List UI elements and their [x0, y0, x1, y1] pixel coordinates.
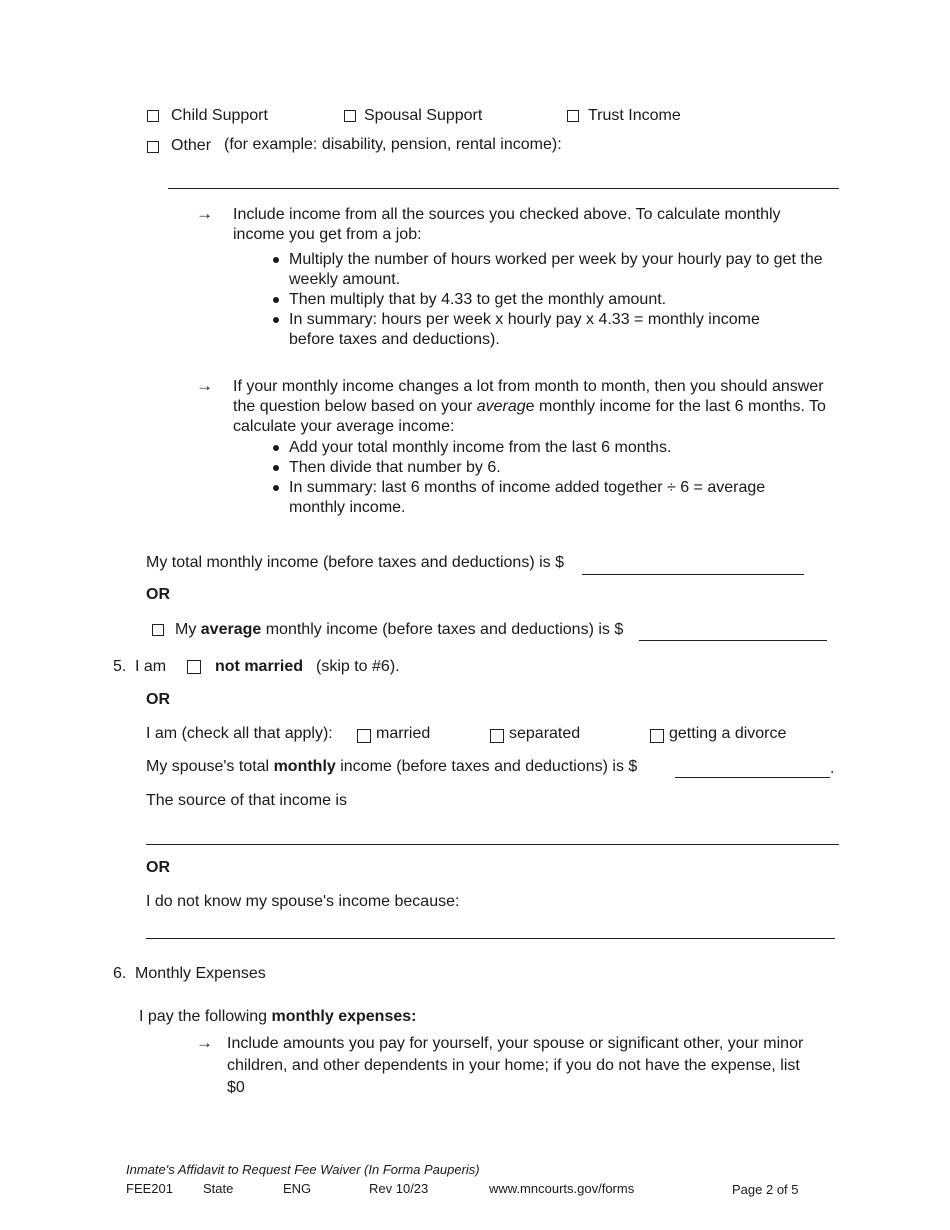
bullet-icon: [273, 445, 279, 451]
or-label: OR: [146, 859, 170, 876]
i-am-label: I am: [135, 658, 167, 675]
spousal-support-checkbox[interactable]: [344, 110, 356, 122]
average-bullet: Add your total monthly income from the last 6 months.: [289, 439, 672, 456]
separated-label: separated: [509, 725, 581, 742]
footer-form-code: FEE201: [126, 1181, 173, 1196]
other-income-checkbox[interactable]: [147, 141, 159, 153]
section-5-number: 5.: [113, 658, 127, 675]
footer-state: State: [203, 1181, 234, 1196]
footer-title: Inmate's Affidavit to Request Fee Waiver (In Forma Pauperis): [126, 1162, 480, 1177]
other-income-hint: (for example: disability, pension, rental income):: [224, 136, 562, 153]
bullet-icon: [273, 317, 279, 323]
income-source-label: The source of that income is: [146, 792, 347, 809]
trust-income-label: Trust Income: [588, 107, 681, 124]
average-income-checkbox[interactable]: [152, 624, 164, 636]
spousal-support-label: Spousal Support: [364, 107, 483, 124]
footer-url[interactable]: www.mncourts.gov/forms: [489, 1181, 635, 1196]
not-married-label: not married: [215, 658, 304, 675]
divorce-checkbox[interactable]: [650, 729, 664, 743]
spouse-income-label: My spouse's total monthly income (before taxes and deductions) is $: [146, 758, 638, 775]
unknown-income-label: I do not know my spouse's income because:: [146, 893, 460, 910]
child-support-label: Child Support: [171, 107, 268, 124]
section-6-title: Monthly Expenses: [135, 965, 266, 982]
expenses-note: Include amounts you pay for yourself, your spouse or significant other, your minor children, and other dependents in your home; if you do not have the expense, list $0: [227, 1035, 804, 1096]
average-income-label: My average monthly income (before taxes and deductions) is $: [175, 621, 624, 638]
married-label: married: [376, 725, 431, 742]
or-label: OR: [146, 691, 170, 708]
not-married-checkbox[interactable]: [187, 660, 201, 674]
other-income-field[interactable]: [168, 188, 839, 189]
average-bullet: Then divide that number by 6.: [289, 459, 501, 476]
child-support-checkbox[interactable]: [147, 110, 159, 122]
job-bullet: Multiply the number of hours worked per week by your hourly pay to get the weekly amount.: [289, 251, 823, 288]
period: .: [830, 760, 835, 777]
married-checkbox[interactable]: [357, 729, 371, 743]
footer-revision: Rev 10/23: [369, 1181, 429, 1196]
income-source-field[interactable]: [146, 844, 839, 845]
job-bullet: Then multiply that by 4.33 to get the monthly amount.: [289, 291, 667, 308]
footer-page-number: Page 2 of 5: [732, 1182, 799, 1197]
check-all-label: I am (check all that apply):: [146, 725, 333, 742]
section-6-number: 6.: [113, 965, 127, 982]
monthly-expenses-label: I pay the following monthly expenses:: [139, 1008, 417, 1025]
total-income-label: My total monthly income (before taxes and deductions) is $: [146, 554, 564, 571]
skip-note: (skip to #6).: [316, 658, 400, 675]
arrow-icon: →: [196, 1033, 213, 1052]
arrow-icon: →: [196, 376, 213, 395]
trust-income-checkbox[interactable]: [567, 110, 579, 122]
job-instructions-intro: Include income from all the sources you checked above. To calculate monthly income you get from a job:: [233, 206, 781, 243]
bullet-icon: [273, 465, 279, 471]
job-bullet: In summary: hours per week x hourly pay x 4.33 = monthly income before taxes and deductions).: [289, 311, 760, 348]
spouse-income-field[interactable]: [675, 777, 830, 778]
average-instructions-intro: If your monthly income changes a lot from month to month, then you should answer the question below based on your average monthly income for the last 6 months. To calculate your average income:: [233, 378, 826, 435]
or-label: OR: [146, 586, 170, 603]
average-income-field[interactable]: [639, 640, 827, 641]
unknown-income-field[interactable]: [146, 938, 835, 939]
bullet-icon: [273, 297, 279, 303]
bullet-icon: [273, 485, 279, 491]
divorce-label: getting a divorce: [669, 725, 787, 742]
other-income-label: Other: [171, 137, 212, 154]
footer-language: ENG: [283, 1181, 312, 1196]
total-income-field[interactable]: [582, 574, 804, 575]
bullet-icon: [273, 257, 279, 263]
arrow-icon: →: [196, 204, 213, 223]
average-bullet: In summary: last 6 months of income added together ÷ 6 = average monthly income.: [289, 479, 766, 516]
separated-checkbox[interactable]: [490, 729, 504, 743]
